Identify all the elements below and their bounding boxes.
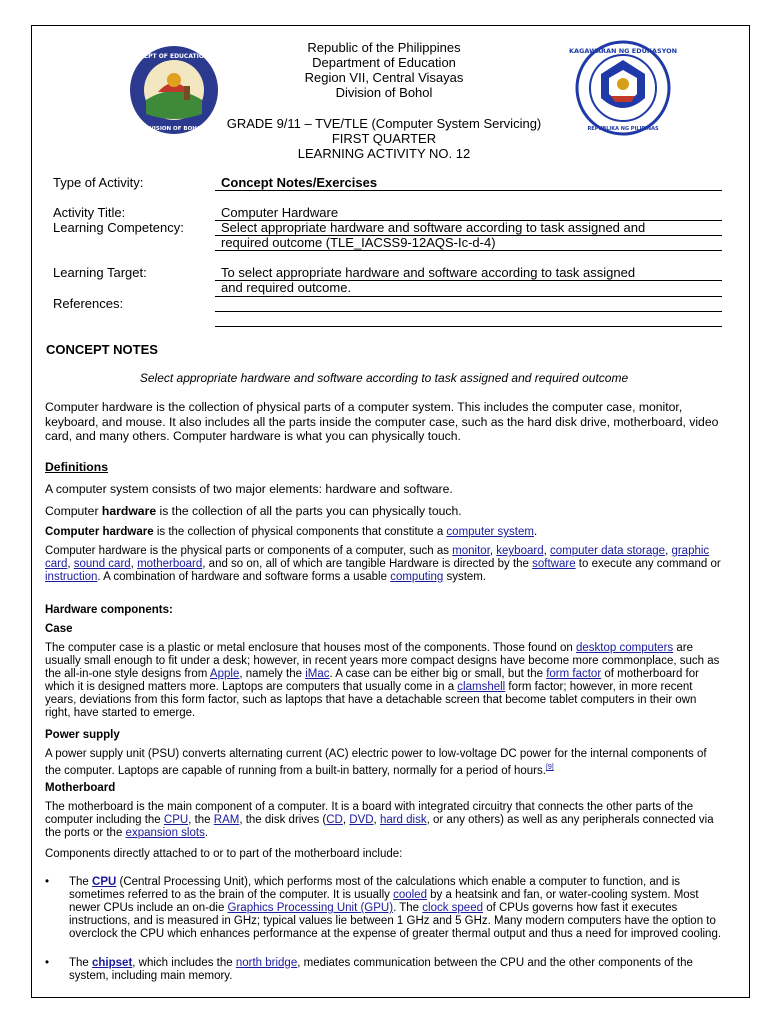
def4-text-5: ,	[67, 558, 74, 570]
definition-2-post: is the collection of all the parts you can physically touch.	[156, 504, 462, 518]
competency-underline-1	[215, 235, 722, 236]
b2-text-2: , which includes the	[132, 957, 236, 969]
def4-text-6: ,	[130, 558, 138, 570]
svg-text:KAGAWARAN NG EDUKASYON: KAGAWARAN NG EDUKASYON	[568, 47, 678, 55]
case-paragraph	[45, 642, 725, 720]
definition-3-bold: Computer hardware	[45, 526, 154, 538]
link-form-factor[interactable]: form factor	[546, 668, 602, 680]
link-dvd[interactable]: DVD	[349, 814, 374, 826]
power-supply-heading: Power supply	[45, 729, 120, 741]
link-motherboard[interactable]: motherboard	[137, 558, 203, 570]
b1-text-4: . The	[393, 902, 423, 914]
hardware-components-heading: Hardware components:	[45, 604, 173, 616]
link-gpu[interactable]: Graphics Processing Unit (GPU)	[227, 902, 394, 914]
bullet-icon: •	[45, 957, 50, 969]
competency-line-2: required outcome (TLE_IACSS9-12AQS-Ic-d-4)	[221, 235, 496, 250]
motherboard-paragraph	[45, 801, 725, 840]
cpu-bullet-text	[69, 876, 726, 941]
mb-text-3: , the disk drives (	[239, 814, 327, 826]
header-line-country: Republic of the Philippines	[307, 40, 461, 55]
def4-text-4: ,	[665, 545, 672, 557]
type-underline	[215, 190, 722, 191]
case-text-1: The computer case is a plastic or metal enclosure that houses most of the components. Those found on	[45, 642, 576, 654]
case-text-2: are usually small enough to fit under a desk; however, in recent years more compact designs have become more commonplace, such as the all-in-one style designs from	[45, 642, 720, 680]
competency-underline-2	[215, 250, 722, 251]
concept-notes-heading: CONCEPT NOTES	[46, 342, 158, 357]
mb-text-5: ,	[373, 814, 380, 826]
link-hard-disk[interactable]: hard disk	[379, 814, 427, 826]
header-block	[0, 40, 768, 100]
definition-2	[45, 504, 725, 519]
link-clamshell[interactable]: clamshell	[457, 681, 506, 693]
link-cooled[interactable]: cooled	[393, 889, 427, 901]
competency-line-1: Select appropriate hardware and software according to task assigned and	[221, 220, 646, 235]
link-north-bridge[interactable]: north bridge	[235, 957, 298, 969]
link-expansion-slots[interactable]: expansion slots	[125, 827, 205, 839]
b1-text-2: (Central Processing Unit), which performs most of the calculations which enable a computer to function, and is sometimes referred to as the brain of the computer. It is usually	[69, 876, 681, 901]
title-value	[215, 205, 722, 220]
chipset-bullet-text	[69, 957, 726, 983]
svg-text:DIVISION OF BOHOL: DIVISION OF BOHOL	[142, 126, 206, 132]
def4-text-2: ,	[489, 545, 497, 557]
definition-3	[45, 526, 725, 539]
motherboard-heading: Motherboard	[45, 782, 116, 794]
link-desktop-computers[interactable]: desktop computers	[576, 642, 674, 654]
psu-text: A power supply unit (PSU) converts alternating current (AC) electric power to low-voltage DC power for the internal components of the computer. Laptops are capable of running from a built-in battery, normally for a period of hours.	[45, 748, 707, 777]
target-underline-1	[215, 280, 722, 281]
components-intro: Components directly attached to or to part of the motherboard include:	[45, 848, 403, 860]
header-line-region: Region VII, Central Visayas	[304, 70, 464, 85]
svg-text:REPUBLIKA NG PILIPINAS: REPUBLIKA NG PILIPINAS	[587, 126, 659, 132]
definition-2-bold: hardware	[101, 504, 157, 518]
case-text-6: form factor; however, in more recent years, deviations from this form factor, such as laptops that have a detachable screen that become tablet computers in their own right, have started to emerge.	[45, 681, 697, 719]
type-value	[215, 175, 722, 190]
link-computer-data-storage[interactable]: computer data storage	[549, 545, 666, 557]
definition-3-text: is the collection of physical components that constitute a	[153, 526, 447, 538]
def4-text-1: Computer hardware is the physical parts or components of a computer, such as	[45, 545, 453, 557]
definition-4	[45, 545, 725, 584]
power-supply-paragraph	[45, 748, 725, 778]
b2-text-3: , mediates communication between the CPU and the other components of the system, including main memory.	[69, 957, 693, 982]
target-line-2: and required outcome.	[221, 280, 352, 295]
header-line-department: Department of Education	[312, 55, 456, 70]
mb-text-4: ,	[342, 814, 350, 826]
mb-text-6: , or any others) as well as any peripherals connected via the ports or the	[45, 814, 714, 839]
link-apple[interactable]: Apple	[209, 668, 240, 680]
svg-text:DEPT OF EDUCATION: DEPT OF EDUCATION	[139, 53, 209, 60]
link-ram[interactable]: RAM	[213, 814, 240, 826]
type-value-text: Concept Notes/Exercises	[221, 175, 378, 190]
title-value-text: Computer Hardware	[221, 205, 339, 220]
link-ref-9[interactable]: [9]	[545, 764, 554, 771]
bullet-icon: •	[45, 876, 50, 888]
link-sound-card[interactable]: sound card	[73, 558, 131, 570]
link-instruction[interactable]: instruction	[45, 571, 98, 583]
definitions-heading: Definitions	[45, 460, 108, 474]
title-label: Activity Title:	[53, 205, 126, 220]
activity-number: LEARNING ACTIVITY NO. 12	[297, 146, 471, 161]
def4-text-8: to execute any command or	[575, 558, 721, 570]
references-underline-2	[215, 326, 722, 327]
target-underline-2	[215, 296, 722, 297]
target-line-1: To select appropriate hardware and software according to task assigned	[221, 265, 636, 280]
case-heading: Case	[45, 623, 73, 635]
type-label: Type of Activity:	[53, 175, 144, 190]
definition-1: A computer system consists of two major elements: hardware and software.	[45, 482, 453, 496]
mb-text-1: The motherboard is the main component of a computer. It is a board with integrated circuitry that connects the other parts of the computer including the	[45, 801, 694, 826]
link-imac[interactable]: iMac	[305, 668, 330, 680]
list-item-cpu	[45, 876, 725, 956]
references-underline-1	[215, 311, 722, 312]
link-cpu-bold[interactable]: CPU	[92, 876, 117, 888]
b1-text-3: by a heatsink and fan, or water-cooling system. Most newer CPUs include an on-die	[69, 889, 699, 914]
case-text-3: , namely the	[239, 668, 306, 680]
b2-text-1: The	[69, 957, 93, 969]
link-chipset[interactable]: chipset	[92, 957, 133, 969]
definition-2-pre: Computer	[45, 504, 102, 518]
link-monitor[interactable]: monitor	[452, 545, 490, 557]
header-line-division: Division of Bohol	[335, 85, 433, 100]
mb-text-2: , the	[188, 814, 214, 826]
case-text-4: . A case can be either big or small, but the	[329, 668, 547, 680]
b1-text-1: The	[69, 876, 93, 888]
link-cd[interactable]: CD	[326, 814, 343, 826]
references-label: References:	[53, 296, 124, 311]
grade-line: GRADE 9/11 – TVE/TLE (Computer System Servicing)	[226, 116, 542, 131]
def4-text-10: system.	[443, 571, 487, 583]
target-label: Learning Target:	[53, 265, 147, 280]
link-keyboard[interactable]: keyboard	[496, 545, 544, 557]
link-clock-speed[interactable]: clock speed	[422, 902, 483, 914]
list-item-chipset	[45, 957, 725, 987]
b1-text-5: of CPUs governs how fast it executes instructions, and is measured in GHz; typical values lie between 1 GHz and 5 GHz. Many modern computers have the option to overclock the CPU which enhances performance at the expense of greater thermal output and thus a need for improved cooling.	[69, 902, 722, 940]
link-cpu[interactable]: CPU	[163, 814, 189, 826]
def4-text-9: . A combination of hardware and software forms a usable	[97, 571, 391, 583]
competency-label: Learning Competency:	[53, 220, 184, 235]
case-text-5: of motherboard for which it is designed matters more. Laptops are computers that usually come in a	[45, 668, 699, 693]
concept-subtitle: Select appropriate hardware and software according to task assigned and required outcome	[139, 371, 629, 385]
def4-text-7: , and so on, all of which are tangible Hardware is directed by the	[202, 558, 533, 570]
quarter-line: FIRST QUARTER	[331, 131, 437, 146]
intro-paragraph: Computer hardware is the collection of physical parts of a computer system. This includes the computer case, monitor, keyboard, and mouse. It also includes all the parts inside the computer case, such as the hard disk drive, motherboard, video card, and many others. Computer hardware is what you can physically touch.	[45, 400, 719, 443]
link-computer-system[interactable]: computer system	[446, 526, 534, 538]
definition-3-end: .	[533, 526, 538, 538]
link-software[interactable]: software	[532, 558, 576, 570]
link-graphic-card[interactable]: graphic card	[45, 545, 710, 570]
grade-block	[0, 116, 768, 161]
link-computing[interactable]: computing	[390, 571, 444, 583]
def4-text-3: ,	[543, 545, 550, 557]
mb-text-7: .	[204, 827, 209, 839]
